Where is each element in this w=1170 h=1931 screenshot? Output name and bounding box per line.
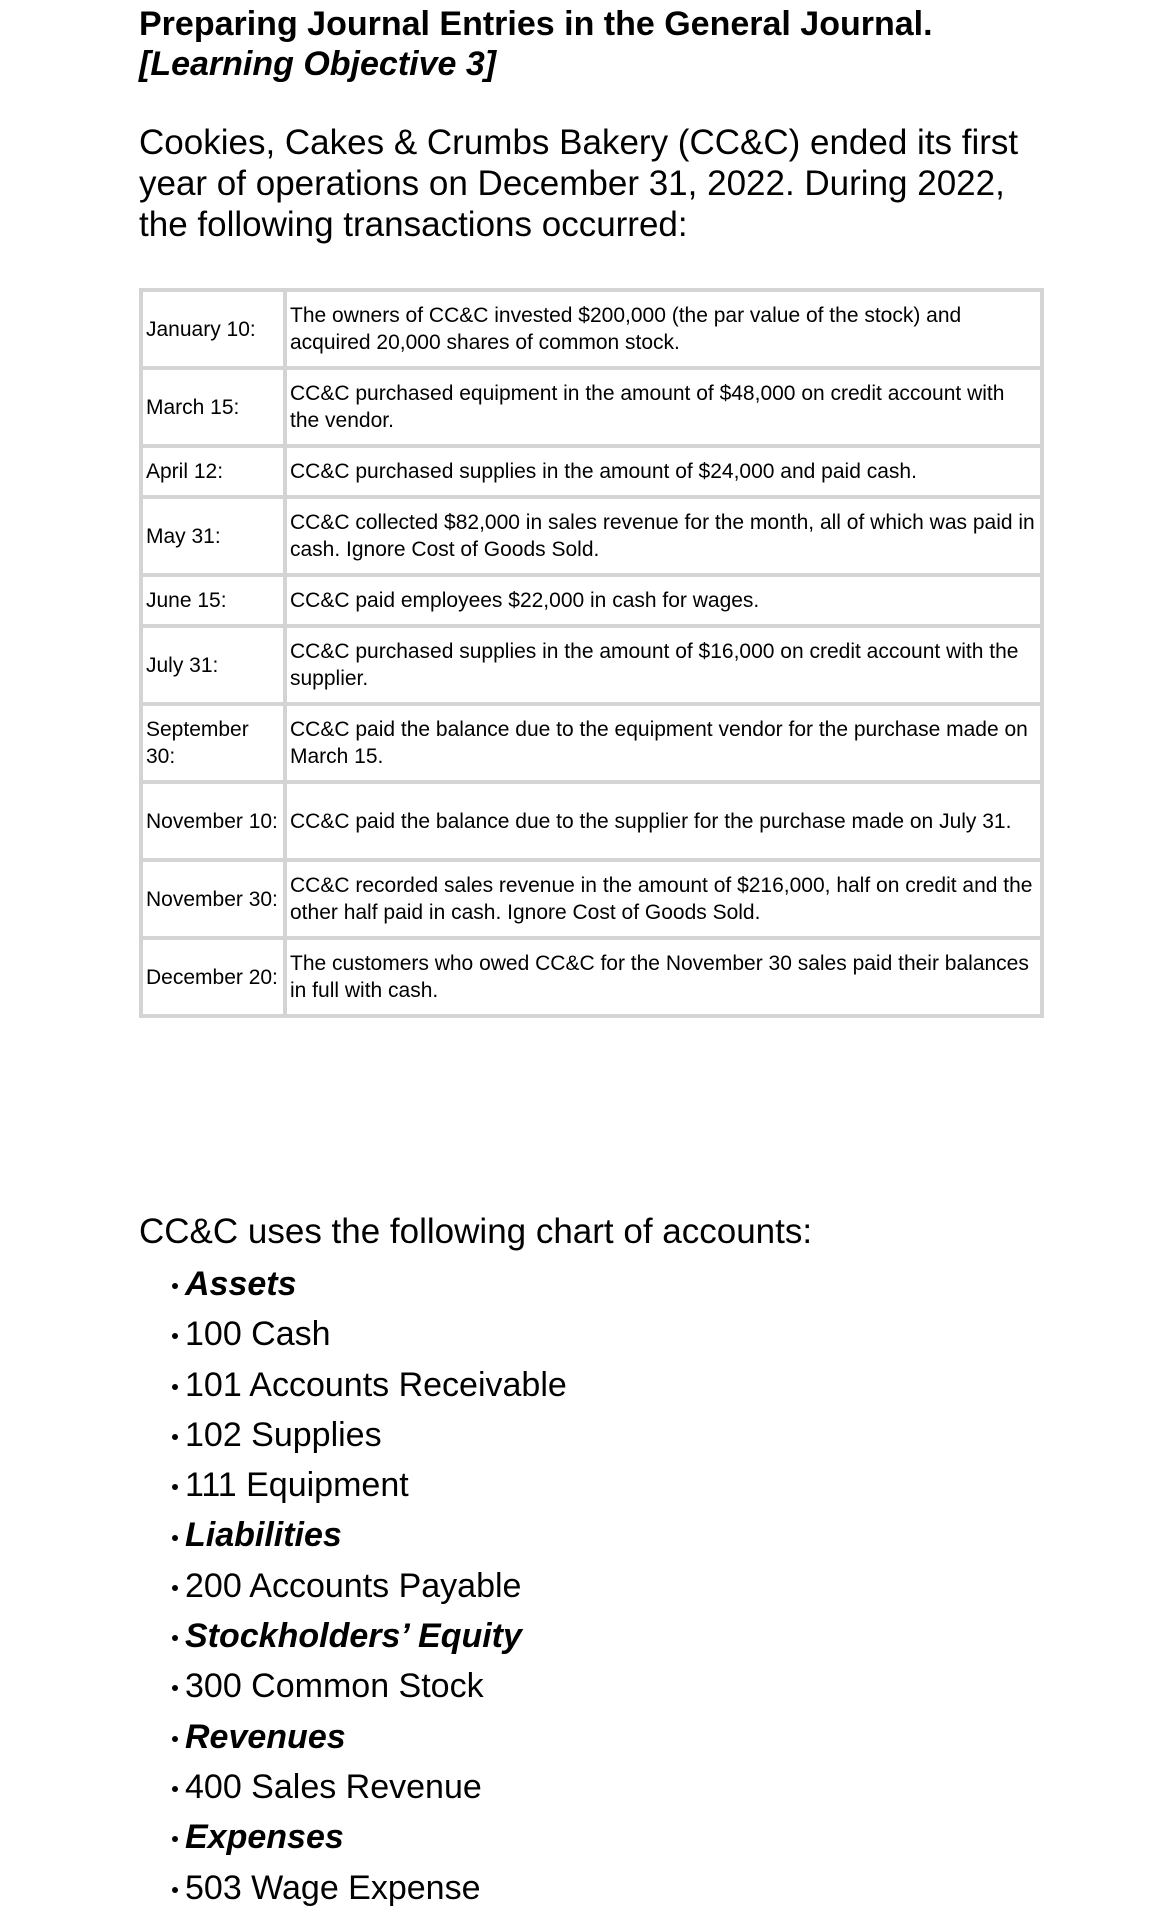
transaction-date: March 15:	[141, 368, 285, 446]
learning-objective: [Learning Objective 3]	[139, 45, 497, 83]
intro-paragraph: Cookies, Cakes & Crumbs Bakery (CC&C) ended its first year of operations on December 31, 2022. During 2022, the following transactions occurred:	[139, 123, 1019, 244]
transaction-text: CC&C recorded sales revenue in the amount of $216,000, half on credit and the other half paid in cash. Ignore Cost of Goods Sold.	[285, 860, 1042, 938]
table-row	[141, 860, 1042, 938]
table-row	[141, 497, 1042, 575]
page-title	[139, 4, 933, 84]
account-category: Expenses	[185, 1818, 344, 1857]
table-row	[141, 290, 1042, 368]
list-item	[172, 1762, 567, 1812]
account-name: 200 Accounts Payable	[185, 1566, 522, 1605]
account-name: 102 Supplies	[185, 1415, 382, 1454]
transaction-date: July 31:	[141, 626, 285, 704]
account-name: 111 Equipment	[185, 1466, 409, 1505]
list-item	[172, 1410, 567, 1460]
bullet-icon	[172, 1685, 178, 1691]
transaction-text: The owners of CC&C invested $200,000 (the par value of the stock) and acquired 20,000 shares of common stock.	[285, 290, 1042, 368]
transaction-date: December 20:	[141, 938, 285, 1016]
list-item	[172, 1712, 567, 1762]
table-row	[141, 704, 1042, 782]
list-item	[172, 1259, 567, 1309]
list-item	[172, 1812, 567, 1862]
transaction-text: CC&C collected $82,000 in sales revenue for the month, all of which was paid in cash. Ignore Cost of Goods Sold.	[285, 497, 1042, 575]
bullet-icon	[172, 1283, 178, 1289]
transaction-date: May 31:	[141, 497, 285, 575]
list-item	[172, 1561, 567, 1611]
chart-of-accounts-heading: CC&C uses the following chart of accounts:	[139, 1212, 813, 1251]
title-text: Preparing Journal Entries in the General Journal.	[139, 5, 933, 43]
transaction-date: June 15:	[141, 575, 285, 626]
table-row	[141, 575, 1042, 626]
list-item	[172, 1360, 567, 1410]
account-name: 400 Sales Revenue	[185, 1767, 482, 1806]
account-category: Assets	[185, 1265, 297, 1303]
transaction-text: CC&C paid the balance due to the equipment vendor for the purchase made on March 15.	[285, 704, 1042, 782]
list-item	[172, 1510, 567, 1560]
transaction-text: CC&C purchased supplies in the amount of $16,000 on credit account with the supplier.	[285, 626, 1042, 704]
bullet-icon	[172, 1836, 178, 1842]
bullet-icon	[172, 1333, 178, 1339]
transaction-date: September 30:	[141, 704, 285, 782]
transaction-text: CC&C paid the balance due to the supplier for the purchase made on July 31.	[285, 782, 1042, 860]
transaction-text: CC&C purchased equipment in the amount of $48,000 on credit account with the vendor.	[285, 368, 1042, 446]
table-row	[141, 626, 1042, 704]
transactions-table	[139, 288, 1044, 1018]
transaction-text: The customers who owed CC&C for the November 30 sales paid their balances in full with cash.	[285, 938, 1042, 1016]
list-item	[172, 1661, 567, 1711]
transaction-date: January 10:	[141, 290, 285, 368]
bullet-icon	[172, 1484, 178, 1490]
transaction-text: CC&C purchased supplies in the amount of $24,000 and paid cash.	[285, 446, 1042, 497]
bullet-icon	[172, 1384, 178, 1390]
account-name: 503 Wage Expense	[185, 1868, 481, 1907]
transaction-date: November 10:	[141, 782, 285, 860]
chart-of-accounts-list	[172, 1259, 567, 1913]
table-row	[141, 938, 1042, 1016]
account-category: Liabilities	[185, 1516, 342, 1555]
account-name: 101 Accounts Receivable	[185, 1365, 567, 1404]
transaction-date: April 12:	[141, 446, 285, 497]
bullet-icon	[172, 1585, 178, 1591]
table-row	[141, 446, 1042, 497]
account-name: 300 Common Stock	[185, 1667, 484, 1706]
list-item	[172, 1611, 567, 1661]
bullet-icon	[172, 1535, 178, 1541]
bullet-icon	[172, 1434, 178, 1440]
transaction-date: November 30:	[141, 860, 285, 938]
bullet-icon	[172, 1635, 178, 1641]
table-row	[141, 368, 1042, 446]
table-row	[141, 782, 1042, 860]
transaction-text: CC&C paid employees $22,000 in cash for wages.	[285, 575, 1042, 626]
bullet-icon	[172, 1786, 178, 1792]
account-category: Stockholders’ Equity	[185, 1617, 522, 1656]
account-category: Revenues	[185, 1717, 346, 1756]
account-name: 100 Cash	[185, 1315, 331, 1354]
bullet-icon	[172, 1887, 178, 1893]
list-item	[172, 1863, 567, 1913]
list-item	[172, 1309, 567, 1359]
list-item	[172, 1460, 567, 1510]
bullet-icon	[172, 1736, 178, 1742]
